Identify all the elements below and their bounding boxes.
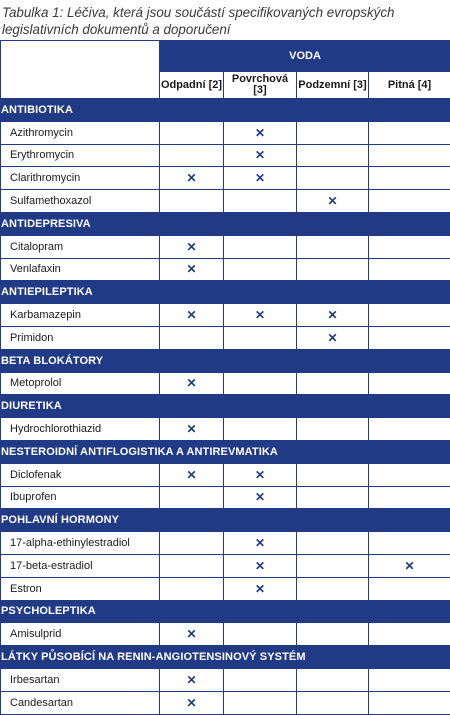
drug-name: Diclofenak xyxy=(1,463,160,486)
empty-cell xyxy=(297,418,369,441)
empty-cell xyxy=(369,304,450,327)
category-row xyxy=(1,281,450,304)
empty-cell xyxy=(297,167,369,190)
empty-cell xyxy=(369,258,450,281)
table-row xyxy=(1,304,450,327)
empty-cell xyxy=(297,691,369,714)
empty-cell xyxy=(297,463,369,486)
drug-name: Candesartan xyxy=(1,691,160,714)
empty-cell xyxy=(369,463,450,486)
table-row xyxy=(1,167,450,190)
header-voda: VODA xyxy=(160,41,450,72)
empty-cell xyxy=(160,121,224,144)
empty-cell xyxy=(369,190,450,213)
check-mark-icon: ✕ xyxy=(160,304,224,327)
empty-cell xyxy=(160,144,224,167)
drug-name: Erythromycin xyxy=(1,144,160,167)
check-mark-icon: ✕ xyxy=(297,326,369,349)
drug-name: 17-alpha-ethinylestradiol xyxy=(1,532,160,555)
empty-cell xyxy=(297,144,369,167)
table-row xyxy=(1,372,450,395)
empty-cell xyxy=(369,668,450,691)
drug-name: Estron xyxy=(1,577,160,600)
check-mark-icon: ✕ xyxy=(224,486,297,509)
check-mark-icon: ✕ xyxy=(160,167,224,190)
table-row xyxy=(1,532,450,555)
category-title: ANTIBIOTIKA xyxy=(1,99,450,122)
drug-name: Azithromycin xyxy=(1,121,160,144)
check-mark-icon: ✕ xyxy=(224,121,297,144)
empty-cell xyxy=(369,372,450,395)
check-mark-icon: ✕ xyxy=(160,258,224,281)
drug-name: 17-beta-estradiol xyxy=(1,554,160,577)
header-col-odpadni: Odpadní [2] xyxy=(160,72,224,99)
check-mark-icon: ✕ xyxy=(160,691,224,714)
drug-name: Primidon xyxy=(1,326,160,349)
category-title: NESTEROIDNÍ ANTIFLOGISTIKA A ANTIREVMATIKA xyxy=(1,440,450,463)
category-title: ANTIEPILEPTIKA xyxy=(1,281,450,304)
check-mark-icon: ✕ xyxy=(224,304,297,327)
check-mark-icon: ✕ xyxy=(224,144,297,167)
empty-cell xyxy=(160,326,224,349)
check-mark-icon: ✕ xyxy=(369,554,450,577)
empty-cell xyxy=(224,190,297,213)
empty-cell xyxy=(160,554,224,577)
empty-cell xyxy=(369,623,450,646)
empty-cell xyxy=(297,235,369,258)
empty-cell xyxy=(297,554,369,577)
drug-name: Ibuprofen xyxy=(1,486,160,509)
drug-name: Amisulprid xyxy=(1,623,160,646)
empty-cell xyxy=(297,372,369,395)
empty-cell xyxy=(297,532,369,555)
category-row xyxy=(1,600,450,623)
header-col-pitna: Pitná [4] xyxy=(369,72,450,99)
empty-cell xyxy=(369,144,450,167)
empty-cell xyxy=(369,532,450,555)
table-row xyxy=(1,258,450,281)
table-row xyxy=(1,623,450,646)
table-row xyxy=(1,235,450,258)
empty-cell xyxy=(160,532,224,555)
empty-cell xyxy=(297,623,369,646)
check-mark-icon: ✕ xyxy=(160,235,224,258)
check-mark-icon: ✕ xyxy=(224,532,297,555)
category-row xyxy=(1,509,450,532)
category-title: LÁTKY PŮSOBÍCÍ NA RENIN-ANGIOTENSINOVÝ SYSTÉM xyxy=(1,646,450,669)
drug-name: Sulfamethoxazol xyxy=(1,190,160,213)
drug-name: Metoprolol xyxy=(1,372,160,395)
empty-cell xyxy=(224,668,297,691)
category-row xyxy=(1,212,450,235)
category-title: ANTIDEPRESIVA xyxy=(1,212,450,235)
check-mark-icon: ✕ xyxy=(160,372,224,395)
drug-name: Clarithromycin xyxy=(1,167,160,190)
check-mark-icon: ✕ xyxy=(224,554,297,577)
empty-cell xyxy=(297,668,369,691)
empty-cell xyxy=(224,691,297,714)
table-body xyxy=(1,99,450,715)
category-title: BETA BLOKÁTORY xyxy=(1,349,450,372)
category-row xyxy=(1,440,450,463)
category-title: PSYCHOLEPTIKA xyxy=(1,600,450,623)
drug-name: Citalopram xyxy=(1,235,160,258)
drug-name: Karbamazepin xyxy=(1,304,160,327)
check-mark-icon: ✕ xyxy=(160,668,224,691)
check-mark-icon: ✕ xyxy=(160,418,224,441)
empty-cell xyxy=(224,258,297,281)
empty-cell xyxy=(160,190,224,213)
header-col-podzemni: Podzemní [3] xyxy=(297,72,369,99)
empty-cell xyxy=(297,121,369,144)
check-mark-icon: ✕ xyxy=(297,304,369,327)
drug-name: Irbesartan xyxy=(1,668,160,691)
table-row xyxy=(1,668,450,691)
empty-cell xyxy=(160,577,224,600)
table-row xyxy=(1,121,450,144)
table-row xyxy=(1,326,450,349)
table-row xyxy=(1,418,450,441)
empty-cell xyxy=(369,418,450,441)
empty-cell xyxy=(224,372,297,395)
category-row xyxy=(1,646,450,669)
category-row xyxy=(1,395,450,418)
empty-cell xyxy=(224,326,297,349)
empty-cell xyxy=(369,235,450,258)
category-title: DIURETIKA xyxy=(1,395,450,418)
empty-cell xyxy=(224,235,297,258)
empty-cell xyxy=(369,577,450,600)
empty-cell xyxy=(160,486,224,509)
header-empty-cell xyxy=(1,41,160,99)
empty-cell xyxy=(224,623,297,646)
category-title: POHLAVNÍ HORMONY xyxy=(1,509,450,532)
check-mark-icon: ✕ xyxy=(224,167,297,190)
check-mark-icon: ✕ xyxy=(224,577,297,600)
table-row xyxy=(1,463,450,486)
check-mark-icon: ✕ xyxy=(224,463,297,486)
drug-name: Hydrochlorothiazid xyxy=(1,418,160,441)
empty-cell xyxy=(369,121,450,144)
check-mark-icon: ✕ xyxy=(297,190,369,213)
header-col-povrchova: Povrchová [3] xyxy=(224,72,297,99)
empty-cell xyxy=(297,577,369,600)
empty-cell xyxy=(369,326,450,349)
drug-name: Venlafaxin xyxy=(1,258,160,281)
category-row xyxy=(1,349,450,372)
empty-cell xyxy=(224,418,297,441)
empty-cell xyxy=(297,258,369,281)
table-row xyxy=(1,486,450,509)
empty-cell xyxy=(297,486,369,509)
check-mark-icon: ✕ xyxy=(160,623,224,646)
table-row xyxy=(1,144,450,167)
drug-water-table xyxy=(0,40,450,715)
table-row xyxy=(1,190,450,213)
table-row xyxy=(1,554,450,577)
empty-cell xyxy=(369,167,450,190)
table-row xyxy=(1,577,450,600)
table-row xyxy=(1,691,450,714)
empty-cell xyxy=(369,486,450,509)
category-row xyxy=(1,99,450,122)
empty-cell xyxy=(369,691,450,714)
table-caption: Tabulka 1: Léčiva, která jsou součástí specifikovaných evropských legislativních dokumentů a doporučení xyxy=(0,0,450,40)
check-mark-icon: ✕ xyxy=(160,463,224,486)
